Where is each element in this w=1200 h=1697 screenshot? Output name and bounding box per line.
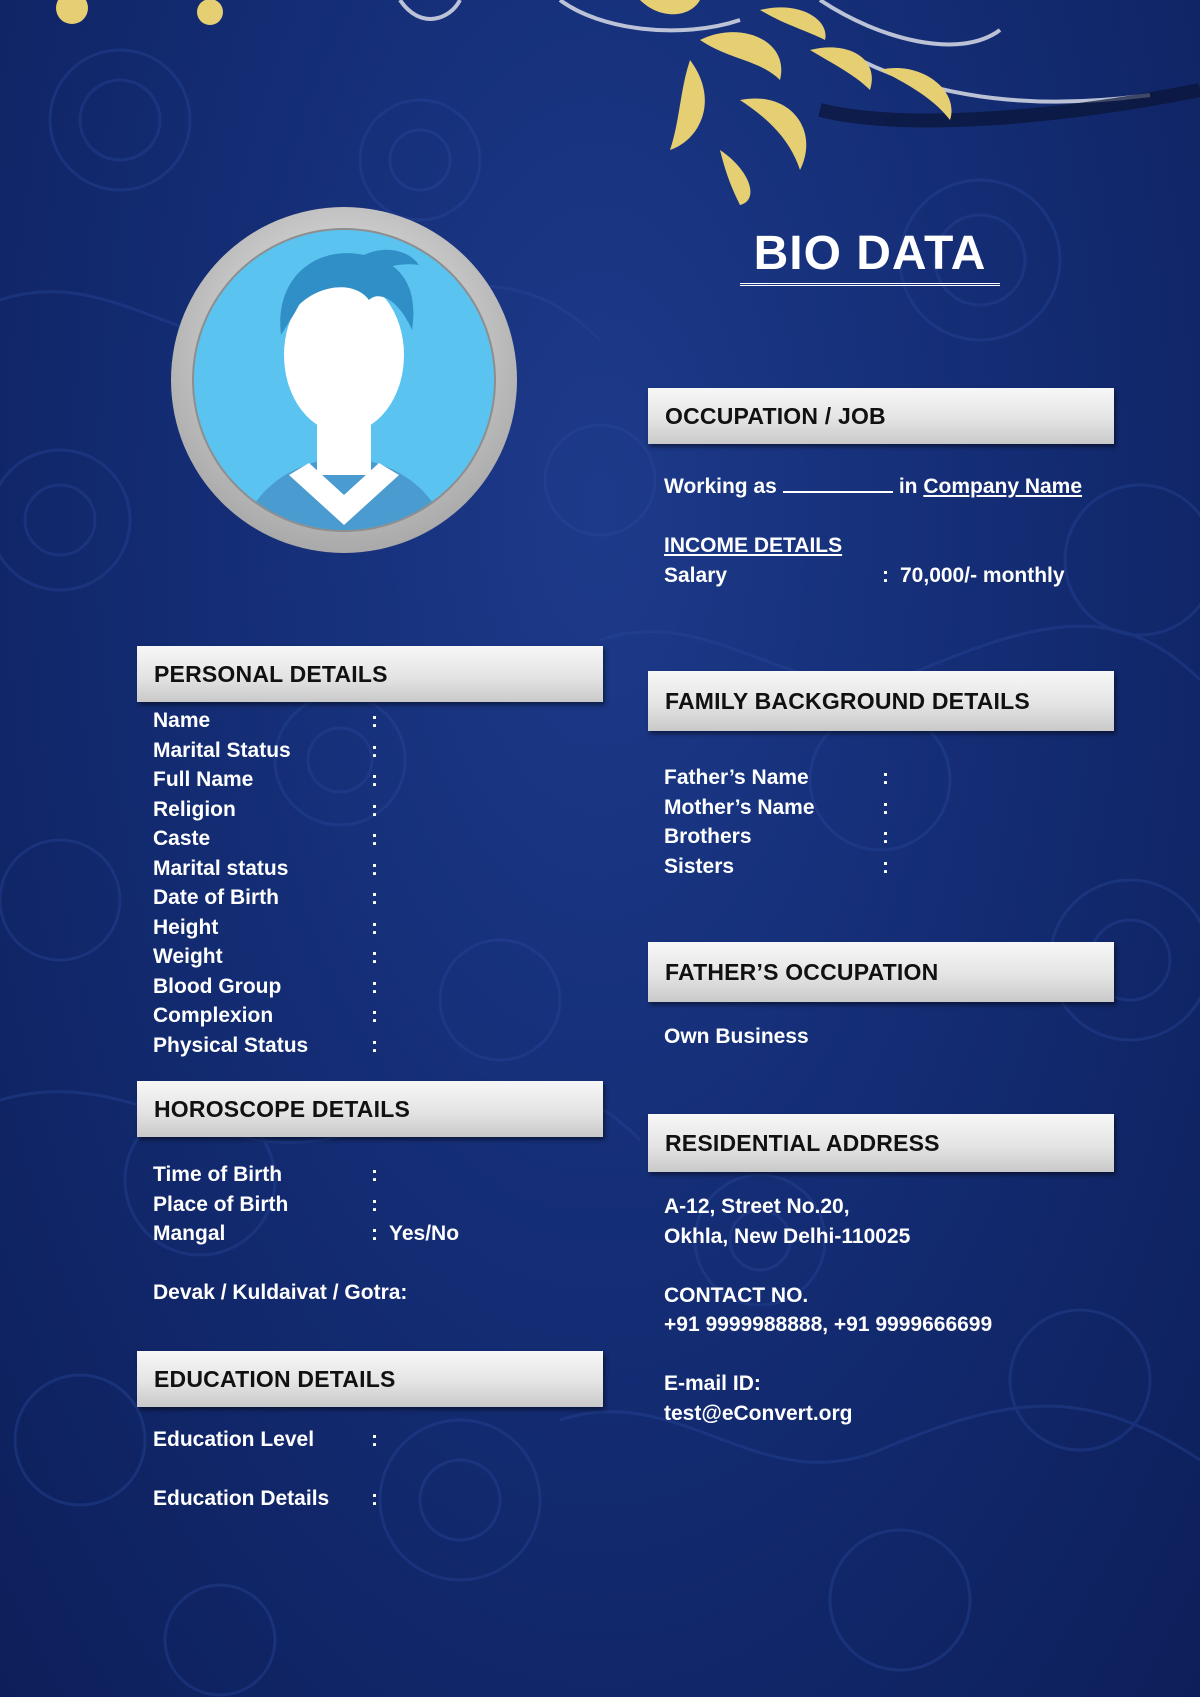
field-colon: : [882,825,889,848]
avatar-icon [169,205,519,555]
field-row [664,822,1104,852]
address-line-2: Okhla, New Delhi-110025 [664,1224,911,1248]
field-colon: : [371,856,378,880]
section-header-occupation: OCCUPATION / JOB [648,388,1114,444]
field-row [153,1219,573,1249]
email-value: test@eConvert.org [664,1401,853,1425]
field-label: Full Name [153,768,254,791]
section-header-father-occupation: FATHER’S OCCUPATION [648,942,1114,1002]
section-header-personal: PERSONAL DETAILS [137,646,603,702]
field-row [153,736,573,766]
field-value: Yes/No [389,1222,460,1245]
field-colon: : [371,797,378,821]
field-label: Weight [153,945,223,968]
address-line-1: A-12, Street No.20, [664,1195,850,1218]
gotra-label: Devak / Kuldaivat / Gotra: [153,1281,408,1304]
field-colon: : [371,738,378,762]
working-as-row [664,472,1104,502]
field-label: Marital Status [153,738,291,762]
section-header-horoscope: HOROSCOPE DETAILS [137,1081,603,1137]
field-row [153,972,573,1002]
field-row [153,1031,573,1061]
working-as-label: Working as [664,475,777,498]
field-colon: : [371,827,378,850]
field-row [153,854,573,884]
field-label: Complexion [153,1004,274,1027]
field-label: Brothers [664,825,752,848]
field-colon: : [371,709,378,732]
profile-photo [169,205,519,555]
family-details-list [664,763,1104,881]
gold-floral-ornament [0,0,1200,220]
field-label: Education Details [153,1487,330,1510]
field-colon: : [882,766,889,789]
education-row [153,1484,573,1514]
field-colon: : [371,886,378,909]
education-row [153,1425,573,1455]
field-row [153,942,573,972]
field-colon: : [371,1033,378,1057]
job-title-blank [783,473,893,493]
field-label: Time of Birth [153,1163,283,1186]
field-label: Marital status [153,856,289,880]
field-row [153,883,573,913]
salary-label: Salary [664,563,728,587]
field-colon: : [371,1222,378,1245]
field-colon: : [371,1428,378,1451]
field-label: Sisters [664,854,735,878]
field-row [664,793,1104,823]
page-title: BIO DATA [740,226,1000,286]
contact-label: CONTACT NO. [664,1283,809,1307]
field-colon: : [371,1192,378,1216]
field-label: Mother’s Name [664,795,815,819]
income-heading: INCOME DETAILS [664,534,843,557]
field-label: Physical Status [153,1033,309,1057]
address-details [664,1192,1124,1428]
field-label: Mangal [153,1222,226,1245]
company-name: Company Name [923,475,1083,498]
field-row [153,1190,573,1220]
salary-value: 70,000/- monthly [900,563,1065,587]
field-row [153,1160,573,1190]
section-header-family: FAMILY BACKGROUND DETAILS [648,671,1114,731]
in-label: in [898,475,918,498]
education-details-list [153,1425,573,1514]
field-row [153,795,573,825]
father-occupation-value: Own Business [664,1025,809,1048]
field-colon: : [371,768,378,791]
field-label: Height [153,915,219,939]
field-colon: : [371,945,378,968]
occupation-details [664,472,1104,590]
field-label: Father’s Name [664,766,809,789]
field-row [664,852,1104,882]
field-row [664,763,1104,793]
field-colon: : [371,974,378,998]
field-label: Religion [153,797,236,821]
field-row [153,913,573,943]
salary-row [664,561,1104,591]
field-label: Education Level [153,1428,315,1451]
email-label: E-mail ID: [664,1372,761,1395]
section-header-education: EDUCATION DETAILS [137,1351,603,1407]
field-label: Place of Birth [153,1192,289,1216]
field-colon: : [882,795,889,819]
field-row [153,706,573,736]
field-row [153,824,573,854]
horoscope-details-list [153,1160,573,1249]
field-label: Date of Birth [153,886,279,909]
field-label: Blood Group [153,974,282,998]
personal-details-list [153,706,573,1060]
field-colon: : [371,1163,378,1186]
field-colon: : [371,1487,378,1510]
field-colon: : [882,563,889,587]
contact-value: +91 9999988888, +91 9999666699 [664,1313,993,1336]
field-colon: : [882,854,889,878]
field-colon: : [371,1004,378,1027]
field-label: Caste [153,827,211,850]
field-label: Name [153,709,211,732]
field-colon: : [371,915,378,939]
section-header-address: RESIDENTIAL ADDRESS [648,1114,1114,1172]
field-row [153,765,573,795]
field-row [153,1001,573,1031]
